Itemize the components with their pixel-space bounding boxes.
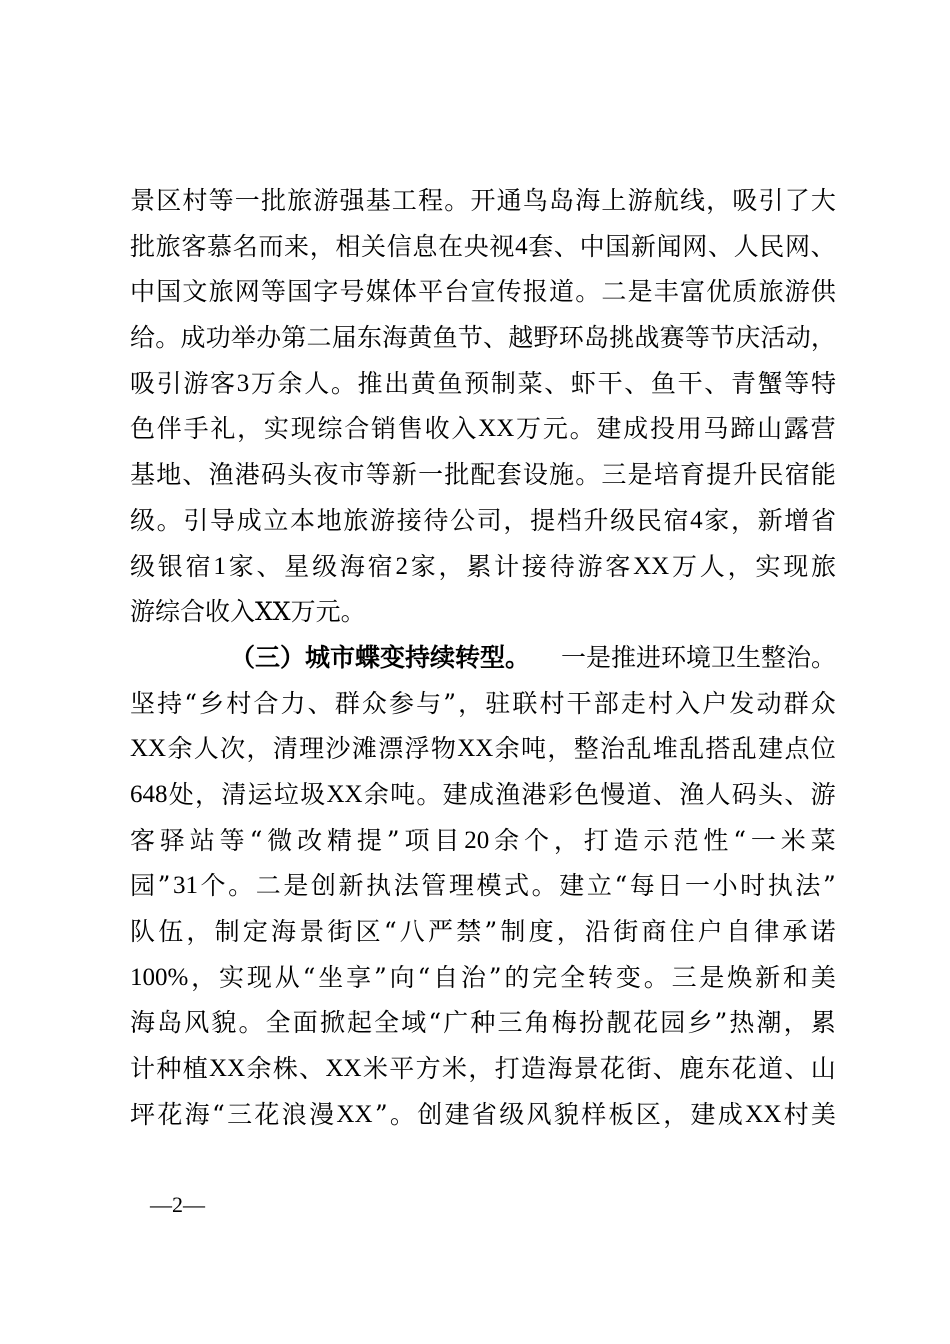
text-line: 批 旅 客 慕 名 而 来 ， 相 关 信 息 在 央 视 4 套 、 中 国 新 闻 网 、 人 民 网 、	[130, 231, 836, 261]
text-line: 客 驿 站 等 “ 微 改 精 提 ” 项 目 20 余 个 ， 打 造 示 范 性 “ 一 米 菜	[130, 825, 836, 855]
text-line: 景 区 村 等 一 批 旅 游 强 基 工 程 。 开 通 鸟 岛 海 上 游 航 线 ， 吸 引 了 大	[130, 186, 836, 215]
text-line: 给 。 成 功 举 办 第 二 届 东 海 黄 鱼 节 、 越 野 环 岛 挑 战 赛 等 节 庆 活 动 ，	[130, 323, 836, 353]
text-line: 吸 引 游 客 3 万 余 人 。 推 出 黄 鱼 预 制 菜 、 虾 干 、 鱼 干 、 青 蟹 等 特	[130, 368, 836, 398]
body-text	[130, 178, 836, 1137]
text-line: 坚 持 “ 乡 村 合 力 、 群 众 参 与 ” ， 驻 联 村 干 部 走 村 入 户 发 动 群 众	[130, 688, 836, 718]
text-line: 100% ， 实 现 从 “ 坐 享 ” 向 “ 自 治 ” 的 完 全 转 变 。 三 是 焕 新 和 美	[130, 962, 836, 992]
text-line: 园 ” 31 个 。 二 是 创 新 执 法 管 理 模 式 。 建 立 “ 每 日 一 小 时 执 法 ”	[130, 871, 836, 901]
text-line: 坪 花 海 “ 三 花 浪 漫 XX ” 。 创 建 省 级 风 貌 样 板 区 ， 建 成 XX 村 美	[130, 1099, 836, 1129]
text-line: 队 伍 ， 制 定 海 景 街 区 “ 八 严 禁 ” 制 度 ， 沿 街 商 住 户 自 律 承 诺	[130, 917, 836, 946]
text-line: 计 种 植 XX 余 株 、 XX 米 平 方 米 ， 打 造 海 景 花 街 、 鹿 东 花 道 、 山	[130, 1054, 836, 1084]
text-line: 级 。 引 导 成 立 本 地 旅 游 接 待 公 司 ， 提 档 升 级 民 宿 4 家 ， 新 增 省	[130, 505, 836, 535]
section-heading: （三）城市蝶变持续转型。	[230, 642, 531, 672]
text-line: 基 地 、 渔 港 码 头 夜 市 等 新 一 批 配 套 设 施 。 三 是 培 育 提 升 民 宿 能	[130, 460, 836, 490]
text-line: 648 处 ， 清 运 垃 圾 XX 余 吨 。 建 成 渔 港 彩 色 慢 道 、 渔 人 码 头 、 游	[130, 779, 836, 809]
text-line: 级 银 宿 1 家 、 星 级 海 宿 2 家 ， 累 计 接 待 游 客 XX 万 人 ， 实 现 旅	[130, 551, 836, 581]
text-line: 色 伴 手 礼 ， 实 现 综 合 销 售 收 入 XX 万 元 。 建 成 投 用 马 蹄 山 露 营	[130, 414, 836, 444]
section-heading-line	[130, 635, 836, 681]
section-heading-rest: 一是推进环境卫生整治。	[560, 642, 836, 672]
text-line: 海 岛 风 貌 。 全 面 掀 起 全 域 “ 广 种 三 角 梅 扮 靓 花 园 乡 ” 热 潮 ， 累	[130, 1008, 836, 1038]
text-line: XX 余 人 次 ， 清 理 沙 滩 漂 浮 物 XX 余 吨 ， 整 治 乱 堆 乱 搭 乱 建 点 位	[130, 734, 836, 764]
text-line: 游综合收入XX万元。	[130, 597, 366, 627]
page-number: —2—	[150, 1192, 205, 1217]
text-line: 中 国 文 旅 网 等 国 字 号 媒 体 平 台 宣 传 报 道 。 二 是 丰 富 优 质 旅 游 供	[130, 277, 836, 307]
